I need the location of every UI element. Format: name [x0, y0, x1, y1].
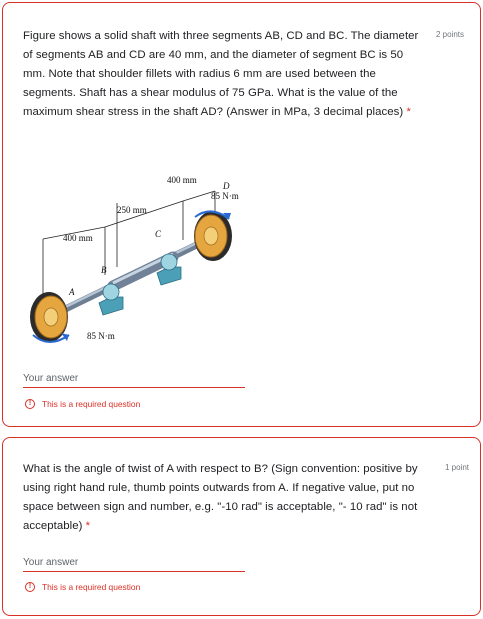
- error-message: ! This is a required question: [25, 582, 140, 592]
- torque-d-label: 85 N·m: [211, 191, 239, 201]
- points-label: 2 points: [435, 30, 464, 39]
- shaft-figure: [25, 155, 239, 355]
- required-asterisk: *: [406, 106, 411, 118]
- answer-underline: [23, 571, 245, 572]
- torque-a-label: 85 N·m: [87, 331, 115, 341]
- dim-label-ab: 400 mm: [63, 233, 93, 243]
- gear-d: [194, 211, 232, 261]
- error-message: ! This is a required question: [25, 399, 140, 409]
- dim-label-bc: 250 mm: [117, 205, 147, 215]
- dim-label-cd: 400 mm: [167, 175, 197, 185]
- points-label: 1 point: [444, 463, 469, 472]
- point-b-label: B: [101, 265, 107, 275]
- answer-input[interactable]: Your answer: [23, 373, 79, 384]
- exclamation-circle-icon: !: [25, 399, 35, 409]
- answer-underline: [23, 387, 245, 388]
- question-text: What is the angle of twist of A with respect to B? (Sign convention: positive by using right hand rule, thumb points outwards from A. If negative value, put no space between sign and number, e.g. "-10 rad" is acceptable, "- 10 rad" is not acceptable) *: [23, 463, 418, 532]
- point-a-label: A: [69, 287, 75, 297]
- question-card-1: [2, 2, 481, 427]
- point-c-label: C: [155, 229, 162, 239]
- required-asterisk: *: [85, 520, 91, 532]
- exclamation-circle-icon: !: [25, 582, 35, 592]
- answer-input[interactable]: Your answer: [23, 557, 79, 568]
- gear-a: [30, 292, 69, 342]
- question-card-2: [2, 437, 481, 616]
- question-text: Figure shows a solid shaft with three segments AB, CD and BC. The diameter of segments AB and CD are 40 mm, and the diameter of segment BC is 50 mm. Note that shoulder fillets with radius 6 mm are used between the segments. Shaft has a shear modulus of 75 GPa. What is the value of the maximum shear stress in the shaft AD? (Answer in MPa, 3 decimal places) *: [23, 30, 419, 118]
- point-d-label: D: [223, 181, 230, 191]
